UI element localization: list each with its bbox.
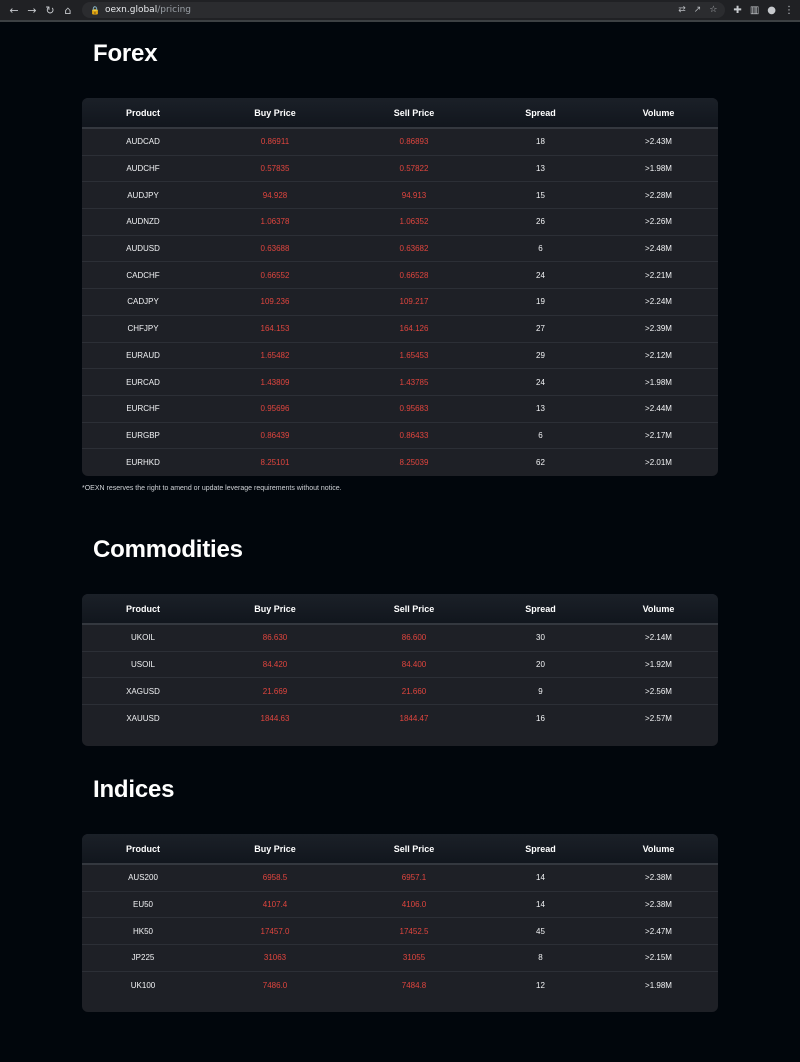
spread-cell: 13 <box>536 164 545 174</box>
buy-price-cell: 0.66552 <box>260 270 290 280</box>
volume-cell: >2.39M <box>645 324 672 334</box>
sell-price-cell: 94.913 <box>401 190 427 200</box>
volume-cell: >2.43M <box>645 137 672 147</box>
header-buy-price: Buy Price <box>254 603 296 614</box>
header-product: Product <box>125 603 160 614</box>
product-cell: UK100 <box>130 980 156 990</box>
spread-cell: 12 <box>536 980 545 990</box>
volume-cell: >2.47M <box>645 926 672 936</box>
sell-price-cell: 7484.8 <box>401 980 427 990</box>
indices-table <box>82 834 718 1012</box>
table-row <box>82 396 718 423</box>
buy-price-cell: 0.57835 <box>260 164 290 174</box>
sell-price-cell: 86.600 <box>401 633 427 643</box>
volume-cell: >2.21M <box>645 270 672 280</box>
url-text: oexn.global/pricing <box>104 5 192 15</box>
table-row <box>82 918 718 945</box>
sell-price-cell: 17452.5 <box>399 926 429 936</box>
spread-cell: 6 <box>538 244 543 254</box>
volume-cell: >2.24M <box>645 297 672 307</box>
sell-price-cell: 4106.0 <box>401 900 427 910</box>
volume-cell: >2.38M <box>645 900 672 910</box>
spread-cell: 30 <box>536 633 545 643</box>
volume-cell: >2.48M <box>645 244 672 254</box>
volume-cell: >2.14M <box>645 633 672 643</box>
table-row <box>82 678 718 705</box>
spread-cell: 45 <box>536 926 545 936</box>
buy-price-cell: 84.420 <box>262 660 288 670</box>
lock-icon: 🔒 <box>90 5 100 15</box>
forex-table <box>82 98 718 476</box>
table-header <box>82 98 718 129</box>
table-row <box>82 449 718 476</box>
product-cell: HK50 <box>132 926 153 936</box>
sell-price-cell: 0.57822 <box>399 164 429 174</box>
table-row <box>82 892 718 919</box>
profile-icon[interactable]: ● <box>767 4 776 16</box>
spread-cell: 15 <box>536 190 545 200</box>
commodities-title: Commodities <box>93 536 243 563</box>
spread-cell: 9 <box>538 686 543 696</box>
buy-price-cell: 4107.4 <box>262 900 288 910</box>
product-cell: EURGBP <box>126 430 160 440</box>
buy-price-cell: 0.63688 <box>260 244 290 254</box>
volume-cell: >1.92M <box>645 660 672 670</box>
product-cell: XAUUSD <box>126 713 160 723</box>
spread-cell: 16 <box>536 713 545 723</box>
table-row <box>82 343 718 370</box>
product-cell: AUDJPY <box>127 190 159 200</box>
table-row <box>82 209 718 236</box>
spread-cell: 13 <box>536 404 545 414</box>
sell-price-cell: 164.126 <box>399 324 429 334</box>
spread-cell: 18 <box>536 137 545 147</box>
product-cell: CADCHF <box>126 270 160 280</box>
volume-cell: >2.57M <box>645 713 672 723</box>
table-row <box>82 182 718 209</box>
spread-cell: 62 <box>536 458 545 468</box>
product-cell: JP225 <box>131 953 155 963</box>
table-footer <box>82 732 718 746</box>
sell-price-cell: 1.65453 <box>399 350 429 360</box>
menu-kebab-icon[interactable]: ⋮ <box>784 4 794 16</box>
product-cell: XAGUSD <box>126 686 160 696</box>
volume-cell: >2.56M <box>645 686 672 696</box>
table-row <box>82 262 718 289</box>
product-cell: EURCHF <box>126 404 160 414</box>
spread-cell: 14 <box>536 873 545 883</box>
product-cell: EURHKD <box>126 458 160 468</box>
header-sell-price: Sell Price <box>393 107 435 118</box>
product-cell: UKOIL <box>130 633 155 643</box>
buy-price-cell: 94.928 <box>262 190 288 200</box>
buy-price-cell: 86.630 <box>262 633 288 643</box>
sell-price-cell: 0.95683 <box>399 404 429 414</box>
product-cell: EURAUD <box>126 350 160 360</box>
translate-icon[interactable]: ⇄ <box>678 5 686 15</box>
side-panel-icon[interactable]: ▥ <box>749 4 760 16</box>
spread-cell: 26 <box>536 217 545 227</box>
spread-cell: 29 <box>536 350 545 360</box>
table-row <box>82 156 718 183</box>
sell-price-cell: 109.217 <box>399 297 429 307</box>
volume-cell: >2.12M <box>645 350 672 360</box>
indices-table-body <box>82 865 718 998</box>
buy-price-cell: 17457.0 <box>260 926 290 936</box>
product-cell: EU50 <box>132 900 153 910</box>
sell-price-cell: 84.400 <box>401 660 427 670</box>
spread-cell: 19 <box>536 297 545 307</box>
header-spread: Spread <box>525 107 556 118</box>
extensions-icon[interactable]: ✚ <box>733 4 742 16</box>
spread-cell: 24 <box>536 270 545 280</box>
reload-icon[interactable]: ↻ <box>45 3 55 17</box>
header-product: Product <box>125 107 160 118</box>
product-cell: AUS200 <box>128 873 158 883</box>
volume-cell: >2.44M <box>645 404 672 414</box>
sell-price-cell: 6957.1 <box>401 873 427 883</box>
indices-title: Indices <box>93 776 175 803</box>
sell-price-cell: 0.66528 <box>399 270 429 280</box>
buy-price-cell: 164.153 <box>260 324 290 334</box>
volume-cell: >1.98M <box>645 377 672 387</box>
product-cell: AUDNZD <box>126 217 160 227</box>
sell-price-cell: 1844.47 <box>399 713 429 723</box>
header-sell-price: Sell Price <box>393 843 435 854</box>
table-row <box>82 129 718 156</box>
sell-price-cell: 21.660 <box>401 686 427 696</box>
share-icon[interactable]: ↗ <box>693 5 702 15</box>
sell-price-cell: 0.63682 <box>399 244 429 254</box>
spread-cell: 24 <box>536 377 545 387</box>
table-row <box>82 423 718 450</box>
header-volume: Volume <box>642 843 675 854</box>
sell-price-cell: 1.06352 <box>399 217 429 227</box>
header-spread: Spread <box>525 603 556 614</box>
volume-cell: >2.15M <box>645 953 672 963</box>
buy-price-cell: 8.25101 <box>260 458 290 468</box>
browser-toolbar <box>0 0 800 20</box>
leverage-note: *OEXN reserves the right to amend or update leverage requirements without notice. <box>82 485 342 492</box>
header-buy-price: Buy Price <box>254 843 296 854</box>
sell-price-cell: 0.86893 <box>399 137 429 147</box>
volume-cell: >1.98M <box>645 164 672 174</box>
spread-cell: 8 <box>538 953 543 963</box>
volume-cell: >2.17M <box>645 430 672 440</box>
table-row <box>82 369 718 396</box>
table-row <box>82 625 718 652</box>
address-bar[interactable] <box>82 2 725 18</box>
table-row <box>82 972 718 999</box>
table-header <box>82 594 718 625</box>
home-icon[interactable]: ⌂ <box>64 3 72 17</box>
volume-cell: >2.01M <box>645 458 672 468</box>
buy-price-cell: 0.86911 <box>260 137 290 147</box>
table-row <box>82 289 718 316</box>
product-cell: EURCAD <box>126 377 160 387</box>
buy-price-cell: 1844.63 <box>260 713 290 723</box>
forex-title: Forex <box>93 40 158 67</box>
header-product: Product <box>125 843 160 854</box>
buy-price-cell: 21.669 <box>262 686 288 696</box>
header-spread: Spread <box>525 843 556 854</box>
spread-cell: 20 <box>536 660 545 670</box>
product-cell: CHFJPY <box>127 324 159 334</box>
table-row <box>82 865 718 892</box>
toolbar-divider <box>0 20 800 22</box>
commodities-table-body <box>82 625 718 732</box>
header-volume: Volume <box>642 603 675 614</box>
spread-cell: 6 <box>538 430 543 440</box>
table-footer <box>82 998 718 1012</box>
commodities-table <box>82 594 718 746</box>
product-cell: AUDCAD <box>126 137 160 147</box>
table-header <box>82 834 718 865</box>
volume-cell: >2.26M <box>645 217 672 227</box>
buy-price-cell: 0.95696 <box>260 404 290 414</box>
buy-price-cell: 6958.5 <box>262 873 288 883</box>
product-cell: CADJPY <box>127 297 159 307</box>
buy-price-cell: 31063 <box>263 953 287 963</box>
table-row <box>82 316 718 343</box>
spread-cell: 14 <box>536 900 545 910</box>
buy-price-cell: 1.43809 <box>260 377 290 387</box>
spread-cell: 27 <box>536 324 545 334</box>
sell-price-cell: 31055 <box>402 953 426 963</box>
header-buy-price: Buy Price <box>254 107 296 118</box>
volume-cell: >2.38M <box>645 873 672 883</box>
volume-cell: >2.28M <box>645 190 672 200</box>
buy-price-cell: 1.06378 <box>260 217 290 227</box>
buy-price-cell: 1.65482 <box>260 350 290 360</box>
volume-cell: >1.98M <box>645 980 672 990</box>
buy-price-cell: 0.86439 <box>260 430 290 440</box>
product-cell: USOIL <box>130 660 155 670</box>
forex-table-body <box>82 129 718 476</box>
forward-arrow-icon[interactable]: → <box>27 3 37 17</box>
bookmark-star-icon[interactable]: ☆ <box>709 5 718 15</box>
sell-price-cell: 1.43785 <box>399 377 429 387</box>
header-sell-price: Sell Price <box>393 603 435 614</box>
header-volume: Volume <box>642 107 675 118</box>
buy-price-cell: 109.236 <box>260 297 290 307</box>
product-cell: AUDCHF <box>126 164 160 174</box>
product-cell: AUDUSD <box>126 244 160 254</box>
buy-price-cell: 7486.0 <box>262 980 288 990</box>
back-arrow-icon[interactable]: ← <box>9 3 19 17</box>
sell-price-cell: 8.25039 <box>399 458 429 468</box>
table-row <box>82 705 718 732</box>
table-row <box>82 652 718 679</box>
sell-price-cell: 0.86433 <box>399 430 429 440</box>
table-row <box>82 945 718 972</box>
table-row <box>82 236 718 263</box>
